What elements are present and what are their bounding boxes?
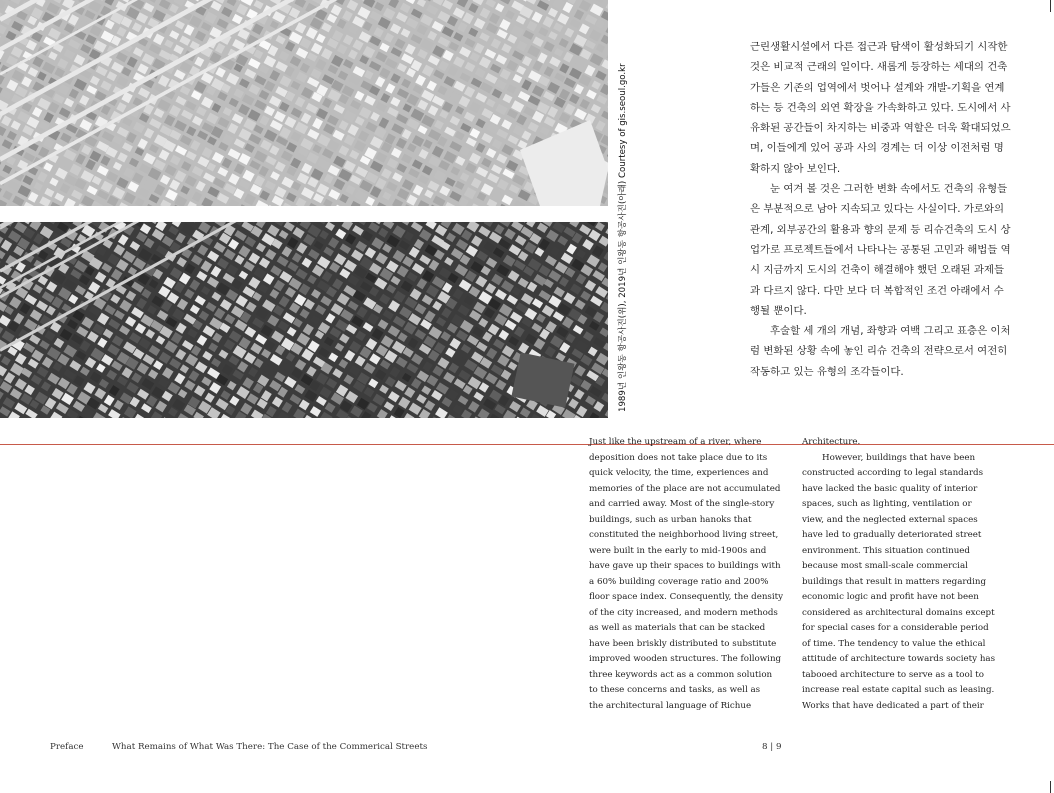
text-line: deposition does not take place due to its xyxy=(589,452,768,463)
text-line: and carried away. Most of the single-story xyxy=(589,499,775,509)
text-line: of time. The tendency to value the ethical xyxy=(802,638,986,649)
text-line: tabooed architecture to serve as a tool to xyxy=(802,669,984,680)
text-line: spaces, such as lighting, ventilation or xyxy=(802,499,972,509)
footer-section: Preface xyxy=(50,742,84,752)
crop-mark xyxy=(1050,0,1051,12)
text-line: buildings that result in matters regarding xyxy=(802,576,987,587)
text-line: buildings, such as urban hanoks that xyxy=(589,514,752,525)
text-line: However, buildings that have been xyxy=(822,452,976,463)
text-line: have led to gradually deteriorated street xyxy=(802,530,982,540)
text-line: economic logic and profit have not been xyxy=(802,592,979,602)
text-line: have been briskly distributed to substitute xyxy=(589,638,777,649)
korean-paragraph-1: 근린생활시설에서 다른 접근과 탐색이 활성화되기 시작한 것은 비교적 근래의 일이다. 새롭게 등장하는 세대의 건축가들은 기존의 업역에서 벗어나 설계와 개발-기획을 연계하는 등 건축의 외연 확장을 가속화하고 있다. 도시에서 사유화된 공간들이 차지하는 비중과 역할은 더욱 확대되었으며, 이들에게 있어 공과 사의 경계는 더 이상 이전처럼 명확하지 않아 보인다. xyxy=(750,41,1011,175)
text-line: considered as architectural domains except xyxy=(802,607,995,618)
text-line: the architectural language of Richue xyxy=(589,700,752,711)
text-line: Architecture. xyxy=(802,437,861,447)
text-line: quick velocity, the time, experiences and xyxy=(589,468,769,478)
english-column-right xyxy=(802,435,1002,714)
footer-title: What Remains of What Was There: The Case of the Commerical Streets xyxy=(112,742,428,752)
text-line: of the city increased, and modern methods xyxy=(589,607,778,618)
aerial-photo-2019-graphic xyxy=(0,222,608,418)
text-line: floor space index. Consequently, the density xyxy=(589,592,784,602)
text-line: have lacked the basic quality of interior xyxy=(802,483,978,494)
text-line: to these concerns and tasks, as well as xyxy=(589,685,761,695)
aerial-photo-bottom xyxy=(0,222,608,418)
text-line: were built in the early to mid-1900s and xyxy=(589,545,767,556)
text-line: constructed according to legal standards xyxy=(802,468,984,478)
page-numbers: 8 | 9 xyxy=(762,742,782,752)
text-line: constituted the neighborhood living street, xyxy=(589,530,779,540)
korean-text-block xyxy=(750,37,1012,382)
text-line: memories of the place are not accumulated xyxy=(589,483,781,494)
aerial-photo-1989-graphic xyxy=(0,0,608,206)
text-line: because most small-scale commercial xyxy=(802,561,968,571)
text-line: have gave up their spaces to buildings with xyxy=(589,561,781,571)
text-line: attitude of architecture towards society has xyxy=(802,654,996,664)
crop-mark xyxy=(1050,781,1051,793)
text-line: three keywords act as a common solution xyxy=(589,669,773,680)
text-line: Works that have dedicated a part of their xyxy=(802,700,984,711)
text-line: as well as materials that can be stacked xyxy=(589,623,766,633)
korean-paragraph-2: 눈 여겨 볼 것은 그러한 변화 속에서도 건축의 유형들은 부분적으로 남아 지속되고 있다는 사실이다. 가로와의 관계, 외부공간의 활용과 향의 문제 등 리슈건축의 도시 상업가로 프로젝트들에서 나타나는 공통된 고민과 해법들 역시 지금까지 도시의 건축이 해결해야 했던 오래된 과제들과 다르지 않다. 다만 보다 더 복합적인 조건 아래에서 수행될 뿐이다. xyxy=(750,183,1011,317)
aerial-photo-top xyxy=(0,0,608,206)
english-column-left xyxy=(589,435,789,714)
text-line: increase real estate capital such as leasing. xyxy=(802,685,995,695)
text-line: improved wooden structures. The following xyxy=(589,654,782,664)
text-line: view, and the neglected external spaces xyxy=(802,514,978,525)
text-line: Just like the upstream of a river, where xyxy=(589,437,762,447)
korean-paragraph-3: 후술할 세 개의 개념, 좌향과 여백 그리고 표층은 이처럼 변화된 상황 속에 놓인 리슈 건축의 전략으로서 여전히 작동하고 있는 유형의 조각들이다. xyxy=(750,325,1011,378)
text-line: for special cases for a considerable period xyxy=(802,623,989,633)
text-line: environment. This situation continued xyxy=(802,545,970,556)
text-line: a 60% building coverage ratio and 200% xyxy=(589,576,769,587)
photo-caption: 1989년 인왕동 항공사진(위), 2019년 인왕동 항공사진(아래) Courtesy of gis.seoul.go.kr xyxy=(618,63,628,412)
